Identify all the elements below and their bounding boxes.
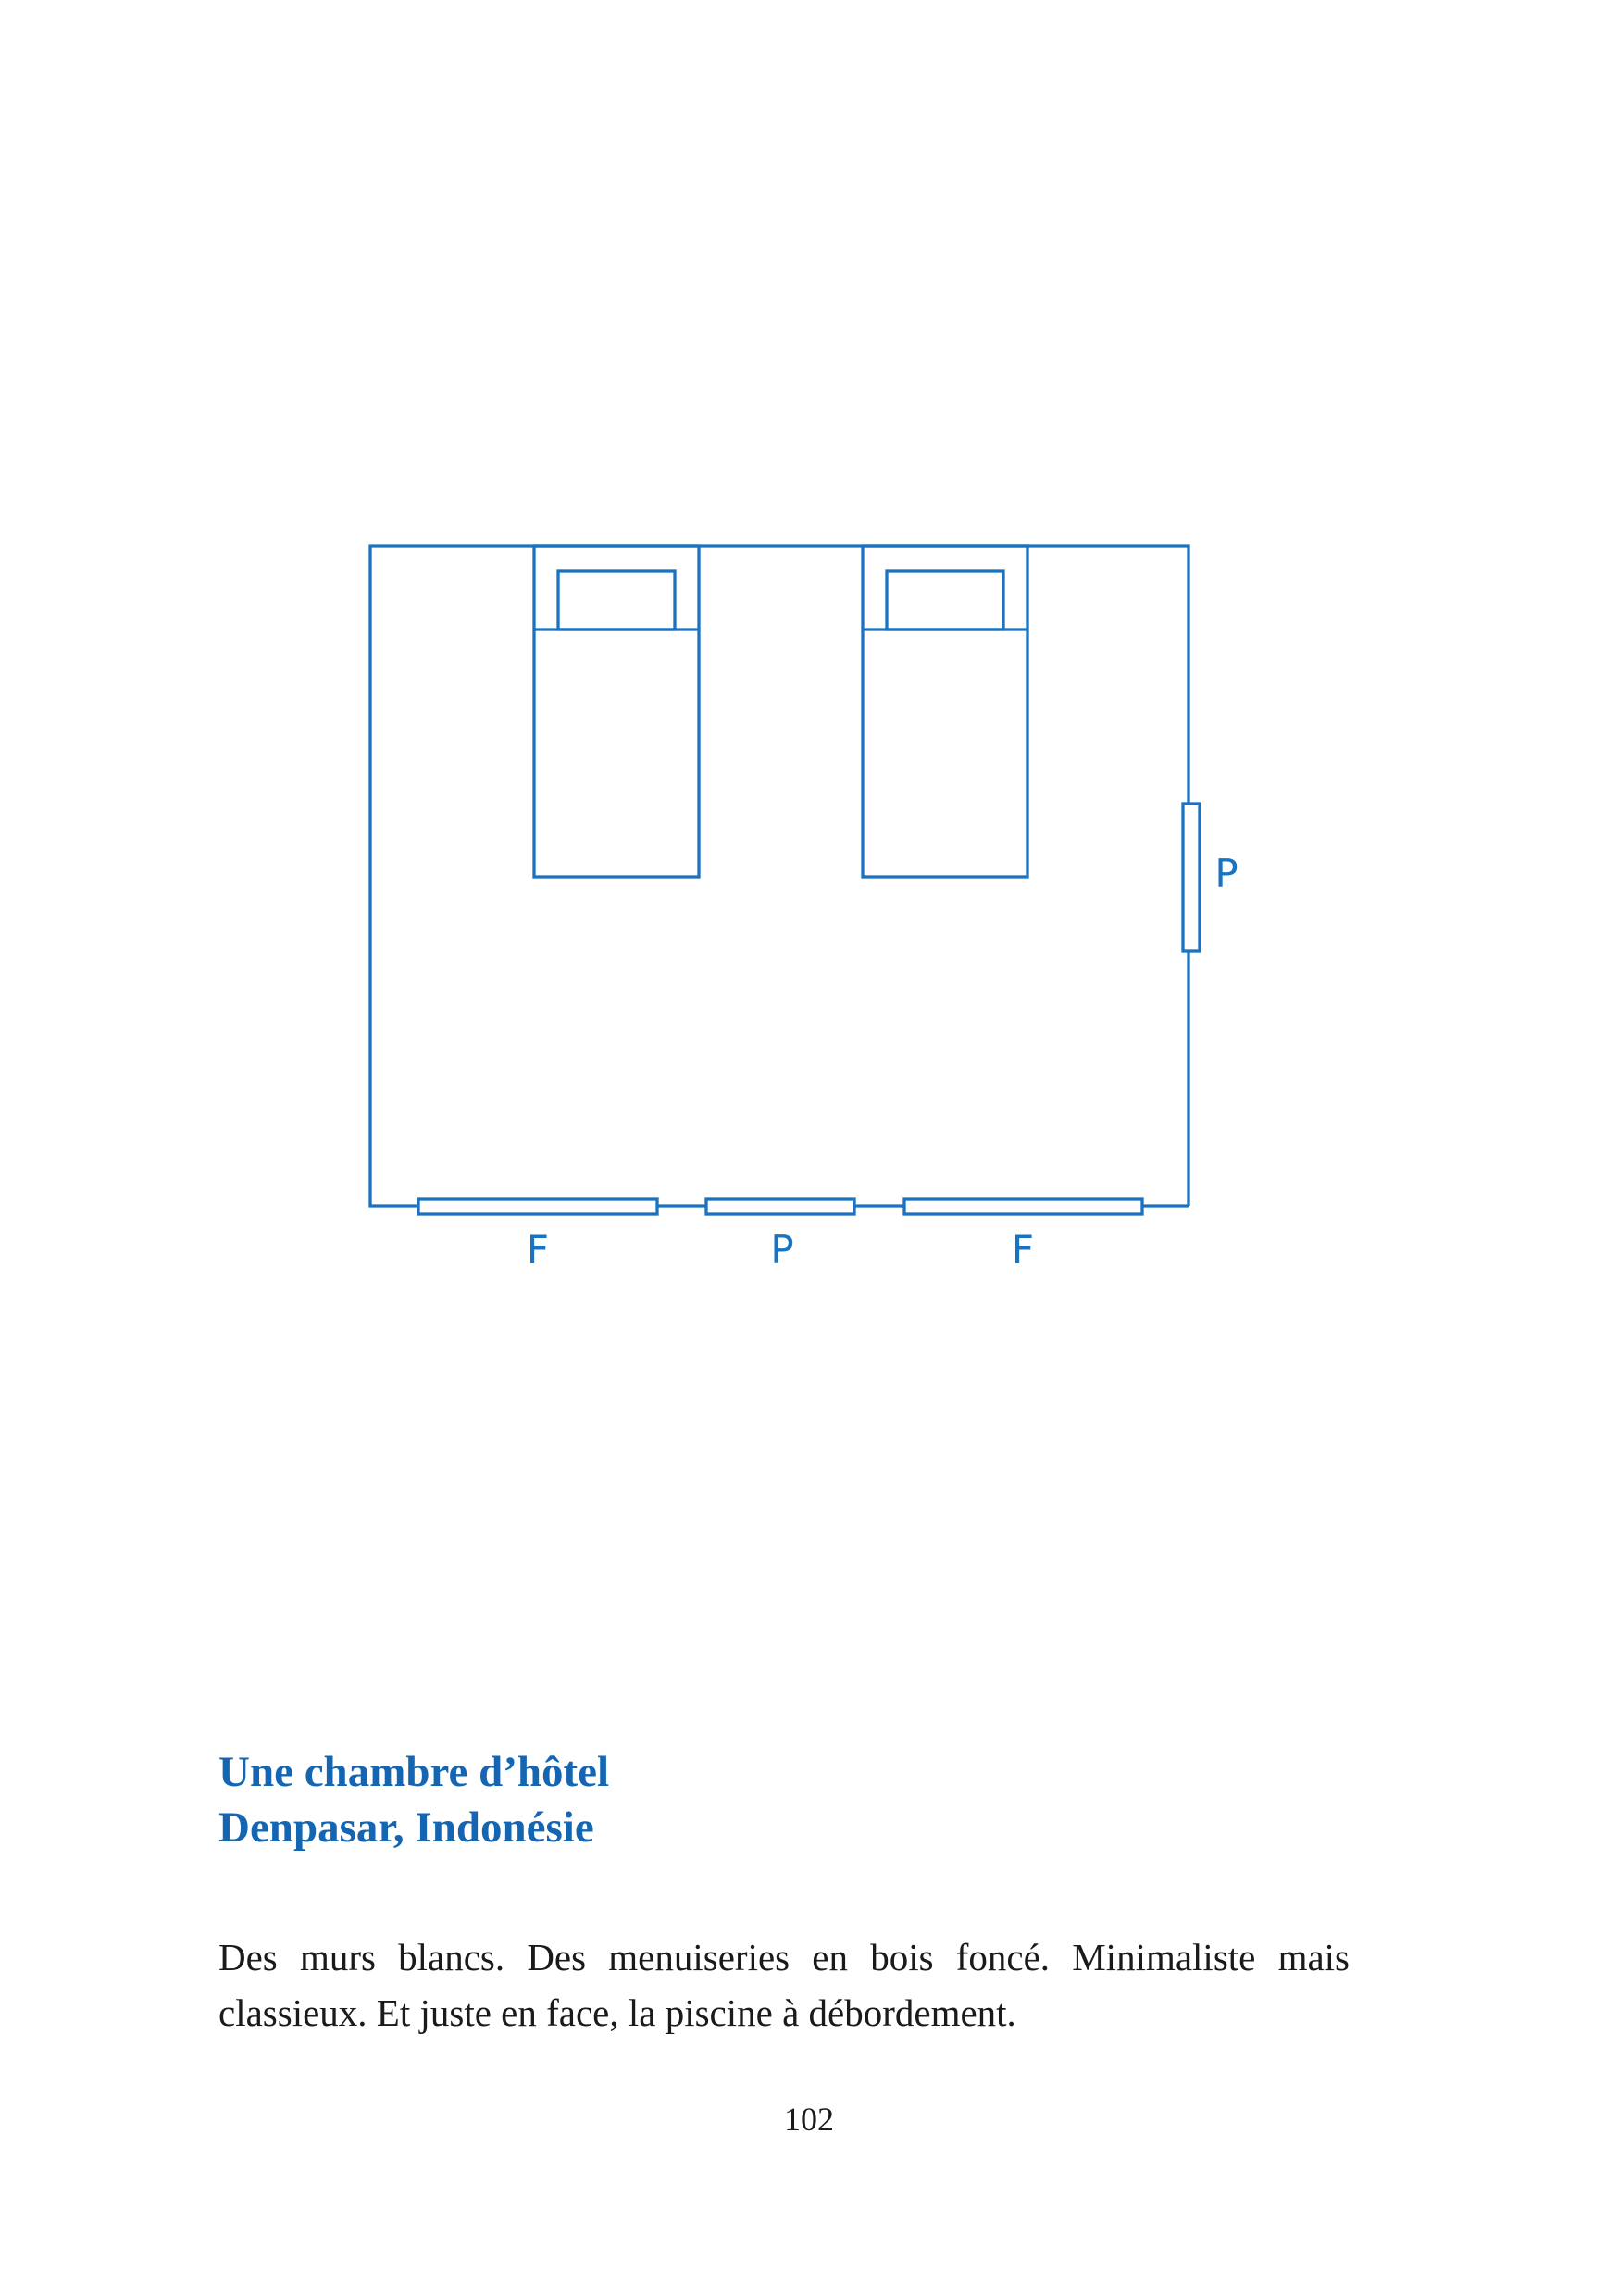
body-line-1: Des murs blancs. Des menuiseries en bois foncé. Minimaliste mais [218,1936,1350,1978]
page-number: 102 [784,2101,834,2138]
bed-right [863,546,1027,877]
caption [218,1744,609,1855]
pillow [887,571,1003,630]
pillow [558,571,675,630]
window-left-label: F [526,1227,550,1272]
body-line-2: classieux. Et juste en face, la piscine à débordement. [218,1991,1016,2034]
window-left [418,1199,657,1214]
bed-left [534,546,699,877]
room-walls [370,546,1189,1206]
bottom-door [706,1199,854,1214]
window-right [904,1199,1142,1214]
body-text [218,1929,1350,2040]
caption-location: Denpasar, Indonésie [218,1803,594,1852]
bottom-door-label: P [770,1227,794,1272]
caption-title: Une chambre d’hôtel [218,1748,610,1796]
right-door [1183,804,1200,951]
window-right-label: F [1011,1227,1035,1272]
right-door-label: P [1214,851,1238,896]
